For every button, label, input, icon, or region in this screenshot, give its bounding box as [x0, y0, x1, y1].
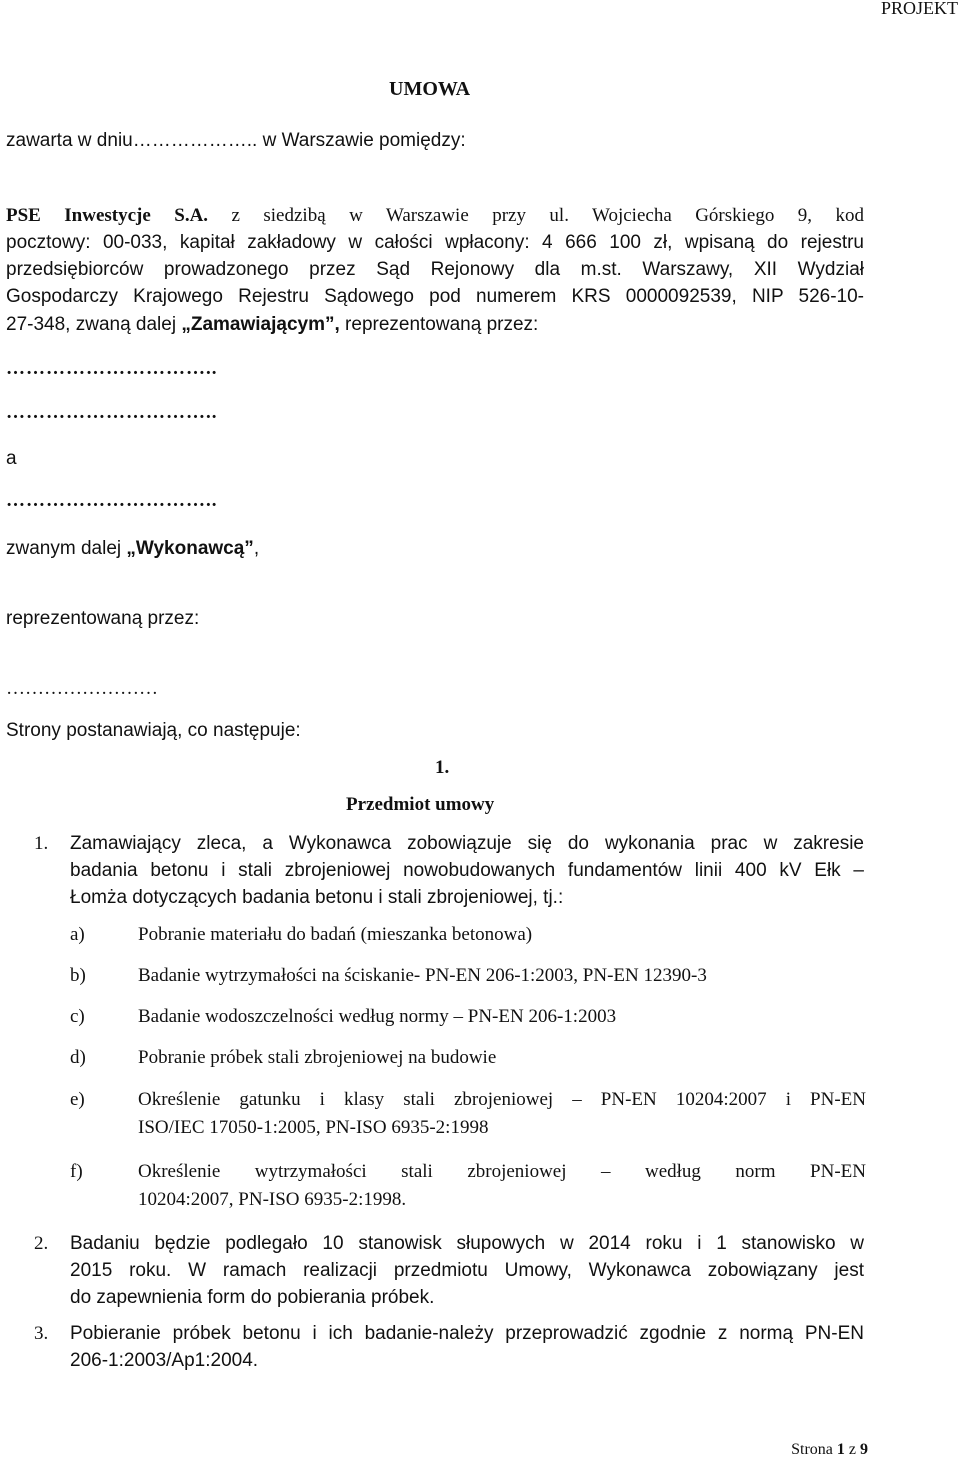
intro-line: zawarta w dniu……………….. w Warszawie pomiędzy:	[6, 130, 466, 151]
party1-line2: pocztowy: 00-033, kapitał zakładowy w całości wpłacony: 4 666 100 zł, wpisaną do rejestru	[6, 232, 864, 253]
footer-z: z	[844, 1441, 860, 1458]
zwanym-line	[6, 538, 259, 560]
section-title: Przedmiot umowy	[346, 794, 495, 815]
footer-page: 1	[836, 1441, 845, 1458]
footer-total: 9	[860, 1441, 868, 1458]
party1-line1	[6, 205, 864, 227]
subitem-text: Określenie wytrzymałości stali zbrojeniowej – według norm PN-EN	[138, 1161, 866, 1182]
strony-line: Strony postanawiają, co następuje:	[6, 720, 301, 741]
subitem-text-cont: 10204:2007, PN-ISO 6935-2:1998.	[138, 1189, 407, 1210]
item2-line2: 2015 roku. W ramach realizacji przedmiotu Umowy, Wykonawca zobowiązany jest	[70, 1260, 864, 1281]
subitem-text: Badanie wodoszczelności według normy – PN-EN 206-1:2003	[138, 1006, 617, 1027]
item1-number: 1.	[34, 833, 49, 854]
item1-line3: Łomża dotyczących badania betonu i stali zbrojeniowej, tj.:	[70, 887, 564, 908]
party1-line5	[6, 314, 538, 336]
document-title: UMOWA	[389, 78, 471, 100]
subitem-text: Badanie wytrzymałości na ściskanie- PN-EN 206-1:2003, PN-EN 12390-3	[138, 965, 707, 986]
wykonawca-label: „Wykonawcą”	[126, 538, 254, 559]
subitem-text: Pobranie materiału do badań (mieszanka betonowa)	[138, 924, 533, 945]
item2-line1: Badaniu będzie podlegało 10 stanowisk słupowych w 2014 roku i 1 stanowisko w	[70, 1233, 864, 1254]
placeholder-dots-3: …………………………..	[6, 490, 218, 511]
subitem-letter: f)	[70, 1161, 83, 1182]
subitem-letter: e)	[70, 1089, 85, 1110]
zamawiajacy-label: „Zamawiającym”,	[181, 314, 340, 335]
party1-line5-post: reprezentowaną przez:	[339, 314, 539, 335]
subitem-letter: c)	[70, 1006, 85, 1027]
footer-strona: Strona	[791, 1441, 837, 1458]
and-connector: a	[6, 448, 17, 469]
item3-number: 3.	[34, 1323, 49, 1344]
subitem-text: Określenie gatunku i klasy stali zbrojeniowej – PN-EN 10204:2007 i PN-EN	[138, 1089, 866, 1110]
section-number: 1.	[435, 757, 450, 778]
placeholder-dots-4: ……………………	[6, 678, 158, 699]
subitem-text: Pobranie próbek stali zbrojeniowej na budowie	[138, 1047, 497, 1068]
reprezentowana-line: reprezentowaną przez:	[6, 608, 200, 629]
item1-line2: badania betonu i stali zbrojeniowej nowobudowanych fundamentów linii 400 kV Ełk –	[70, 860, 864, 881]
party1-line3: przedsiębiorców prowadzonego przez Sąd Rejonowy dla m.st. Warszawy, XII Wydział	[6, 259, 864, 280]
subitem-letter: b)	[70, 965, 86, 986]
page-footer	[791, 1441, 868, 1459]
placeholder-dots-2: …………………………..	[6, 402, 218, 423]
zwanym-post: ,	[253, 538, 260, 559]
zwanym-pre: zwanym dalej	[6, 538, 127, 559]
item2-line3: do zapewnienia form do pobierania próbek.	[70, 1287, 435, 1308]
subitem-letter: a)	[70, 924, 85, 945]
item3-line1: Pobieranie próbek betonu i ich badanie-należy przeprowadzić zgodnie z normą PN-EN	[70, 1323, 864, 1344]
party1-line4: Gospodarczy Krajowego Rejestru Sądowego pod numerem KRS 0000092539, NIP 526-10-	[6, 286, 864, 307]
party1-line1-rest: z siedzibą w Warszawie przy ul. Wojciecha Górskiego 9, kod	[208, 205, 864, 226]
subitem-text-cont: ISO/IEC 17050-1:2005, PN-ISO 6935-2:1998	[138, 1117, 489, 1138]
item1-line1: Zamawiający zleca, a Wykonawca zobowiązuje się do wykonania prac w zakresie	[70, 833, 864, 854]
party1-line5-pre: 27-348, zwaną dalej	[6, 314, 182, 335]
subitem-letter: d)	[70, 1047, 86, 1068]
item3-line2: 206-1:2003/Ap1:2004.	[70, 1350, 259, 1371]
projekt-label: PROJEKT	[880, 0, 958, 18]
item2-number: 2.	[34, 1233, 49, 1254]
party1-company: PSE Inwestycje S.A.	[6, 205, 209, 226]
placeholder-dots-1: …………………………..	[6, 358, 218, 379]
